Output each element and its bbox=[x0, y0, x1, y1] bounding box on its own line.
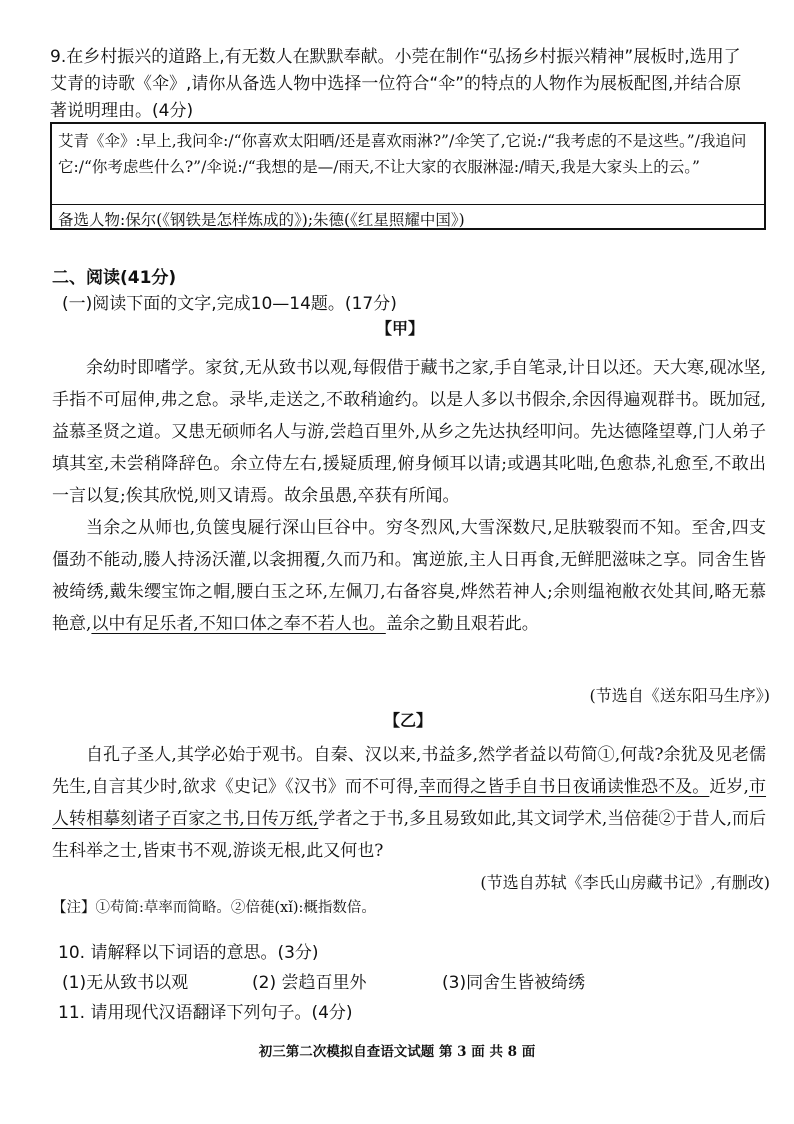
underlined-sentence-1: 以中有足乐者,不知口体之奉不若人也。 bbox=[91, 614, 386, 634]
passage-jia-paragraph-2 bbox=[52, 512, 766, 640]
passage-jia-text-end: 盖余之勤且艰若此。 bbox=[385, 614, 539, 634]
poem-text: 艾青《伞》:早上,我问伞:/“你喜欢太阳晒/还是喜欢雨淋?”/伞笑了,它说:/“我考虑的不是这些。”/我追问它:/“你考虑些什么?”/伞说:/“我想的是—/雨天,不让大家的衣服淋湿:/晴天,我是大家头上的云。” bbox=[52, 124, 764, 205]
passage-jia-mark: 【甲】 bbox=[376, 319, 425, 338]
question-10: 10. 请解释以下词语的意思。(3分) bbox=[58, 943, 319, 963]
candidate-figures: 备选人物:保尔(《钢铁是怎样炼成的》);朱德(《红星照耀中国》) bbox=[58, 211, 465, 229]
passage-jia-source: (节选自《送东阳马生序》) bbox=[589, 686, 770, 705]
underlined-sentence-3: 市人转相摹刻诸子百家之书,日传万纸, bbox=[52, 777, 767, 829]
poem-box bbox=[50, 122, 766, 230]
underlined-sentence-2: 幸而得之皆手自书日夜诵读惟恐不及。 bbox=[418, 777, 710, 797]
passage-yi-text: 自孔子圣人,其学必始于观书。自秦、汉以来,书益多,然学者益以苟简①,何哉?余犹及见老儒先生,自言其少时,欲求《史记》《汉书》而不可得, bbox=[52, 745, 766, 797]
section-heading: 二、阅读(41分) bbox=[52, 268, 177, 288]
question-10-items bbox=[62, 968, 762, 993]
question-11: 11. 请用现代汉语翻译下列句子。(4分) bbox=[58, 1003, 353, 1023]
page-footer: 初三第二次模拟自查语文试题 第 3 面 共 8 面 bbox=[258, 1044, 536, 1060]
question-10-item-1: (1)无从致书以观 bbox=[62, 973, 189, 993]
question-10-item-3: (3)同舍生皆被绮绣 bbox=[442, 973, 586, 993]
passage-yi-paragraph bbox=[52, 739, 766, 867]
passage-yi-mark: 【乙】 bbox=[384, 711, 433, 730]
passage-jia-paragraph-1: 余幼时即嗜学。家贫,无从致书以观,每假借于藏书之家,手自笔录,计日以还。天大寒,砚冰坚,手指不可屈伸,弗之怠。录毕,走送之,不敢稍逾约。以是人多以书假余,余因得遍观群书。既加冠,益慕圣贤之道。又患无硕师名人与游,尝趋百里外,从乡之先达执经叩问。先达德隆望尊,门人弟子填其室,未尝稍降辞色。余立侍左右,援疑质理,俯身倾耳以请;或遇其叱咄,色愈恭,礼愈至,不敢出一言以复;俟其欣悦,则又请焉。故余虽愚,卒获有所闻。 bbox=[52, 358, 766, 506]
passage-yi-text-end: 学者之于书,多且易致如此,其文词学术,当倍蓰②于昔人,而后生科举之士,皆束书不观,游谈无根,此又何也? bbox=[52, 809, 766, 861]
passage-yi-source: (节选自苏轼《李氏山房藏书记》,有删改) bbox=[480, 873, 770, 892]
question-9: 9.在乡村振兴的道路上,有无数人在默默奉献。小莞在制作“弘扬乡村振兴精神”展板时,选用了艾青的诗歌《伞》,请你从备选人物中选择一位符合“伞”的特点的人物作为展板配图,并结合原著说明理由。(4分) bbox=[50, 47, 742, 121]
question-10-item-2: (2) 尝趋百里外 bbox=[252, 973, 367, 993]
passage-yi-note: 【注】①苟简:草率而简略。②倍蓰(xǐ):概指数倍。 bbox=[52, 900, 376, 916]
subsection-heading: (一)阅读下面的文字,完成10—14题。(17分) bbox=[62, 294, 397, 314]
passage-yi-text-mid: 近岁, bbox=[709, 777, 749, 797]
passage-jia-text: 当余之从师也,负箧曳屣行深山巨谷中。穷冬烈风,大雪深数尺,足肤皲裂而不知。至舍,四支僵劲不能动,媵人持汤沃灌,以衾拥覆,久而乃和。寓逆旅,主人日再食,无鲜肥滋味之享。同舍生皆被绮绣,戴朱缨宝饰之帽,腰白玉之环,左佩刀,右备容臭,烨然若神人;余则缊袍敝衣处其间,略无慕艳意, bbox=[52, 518, 766, 634]
